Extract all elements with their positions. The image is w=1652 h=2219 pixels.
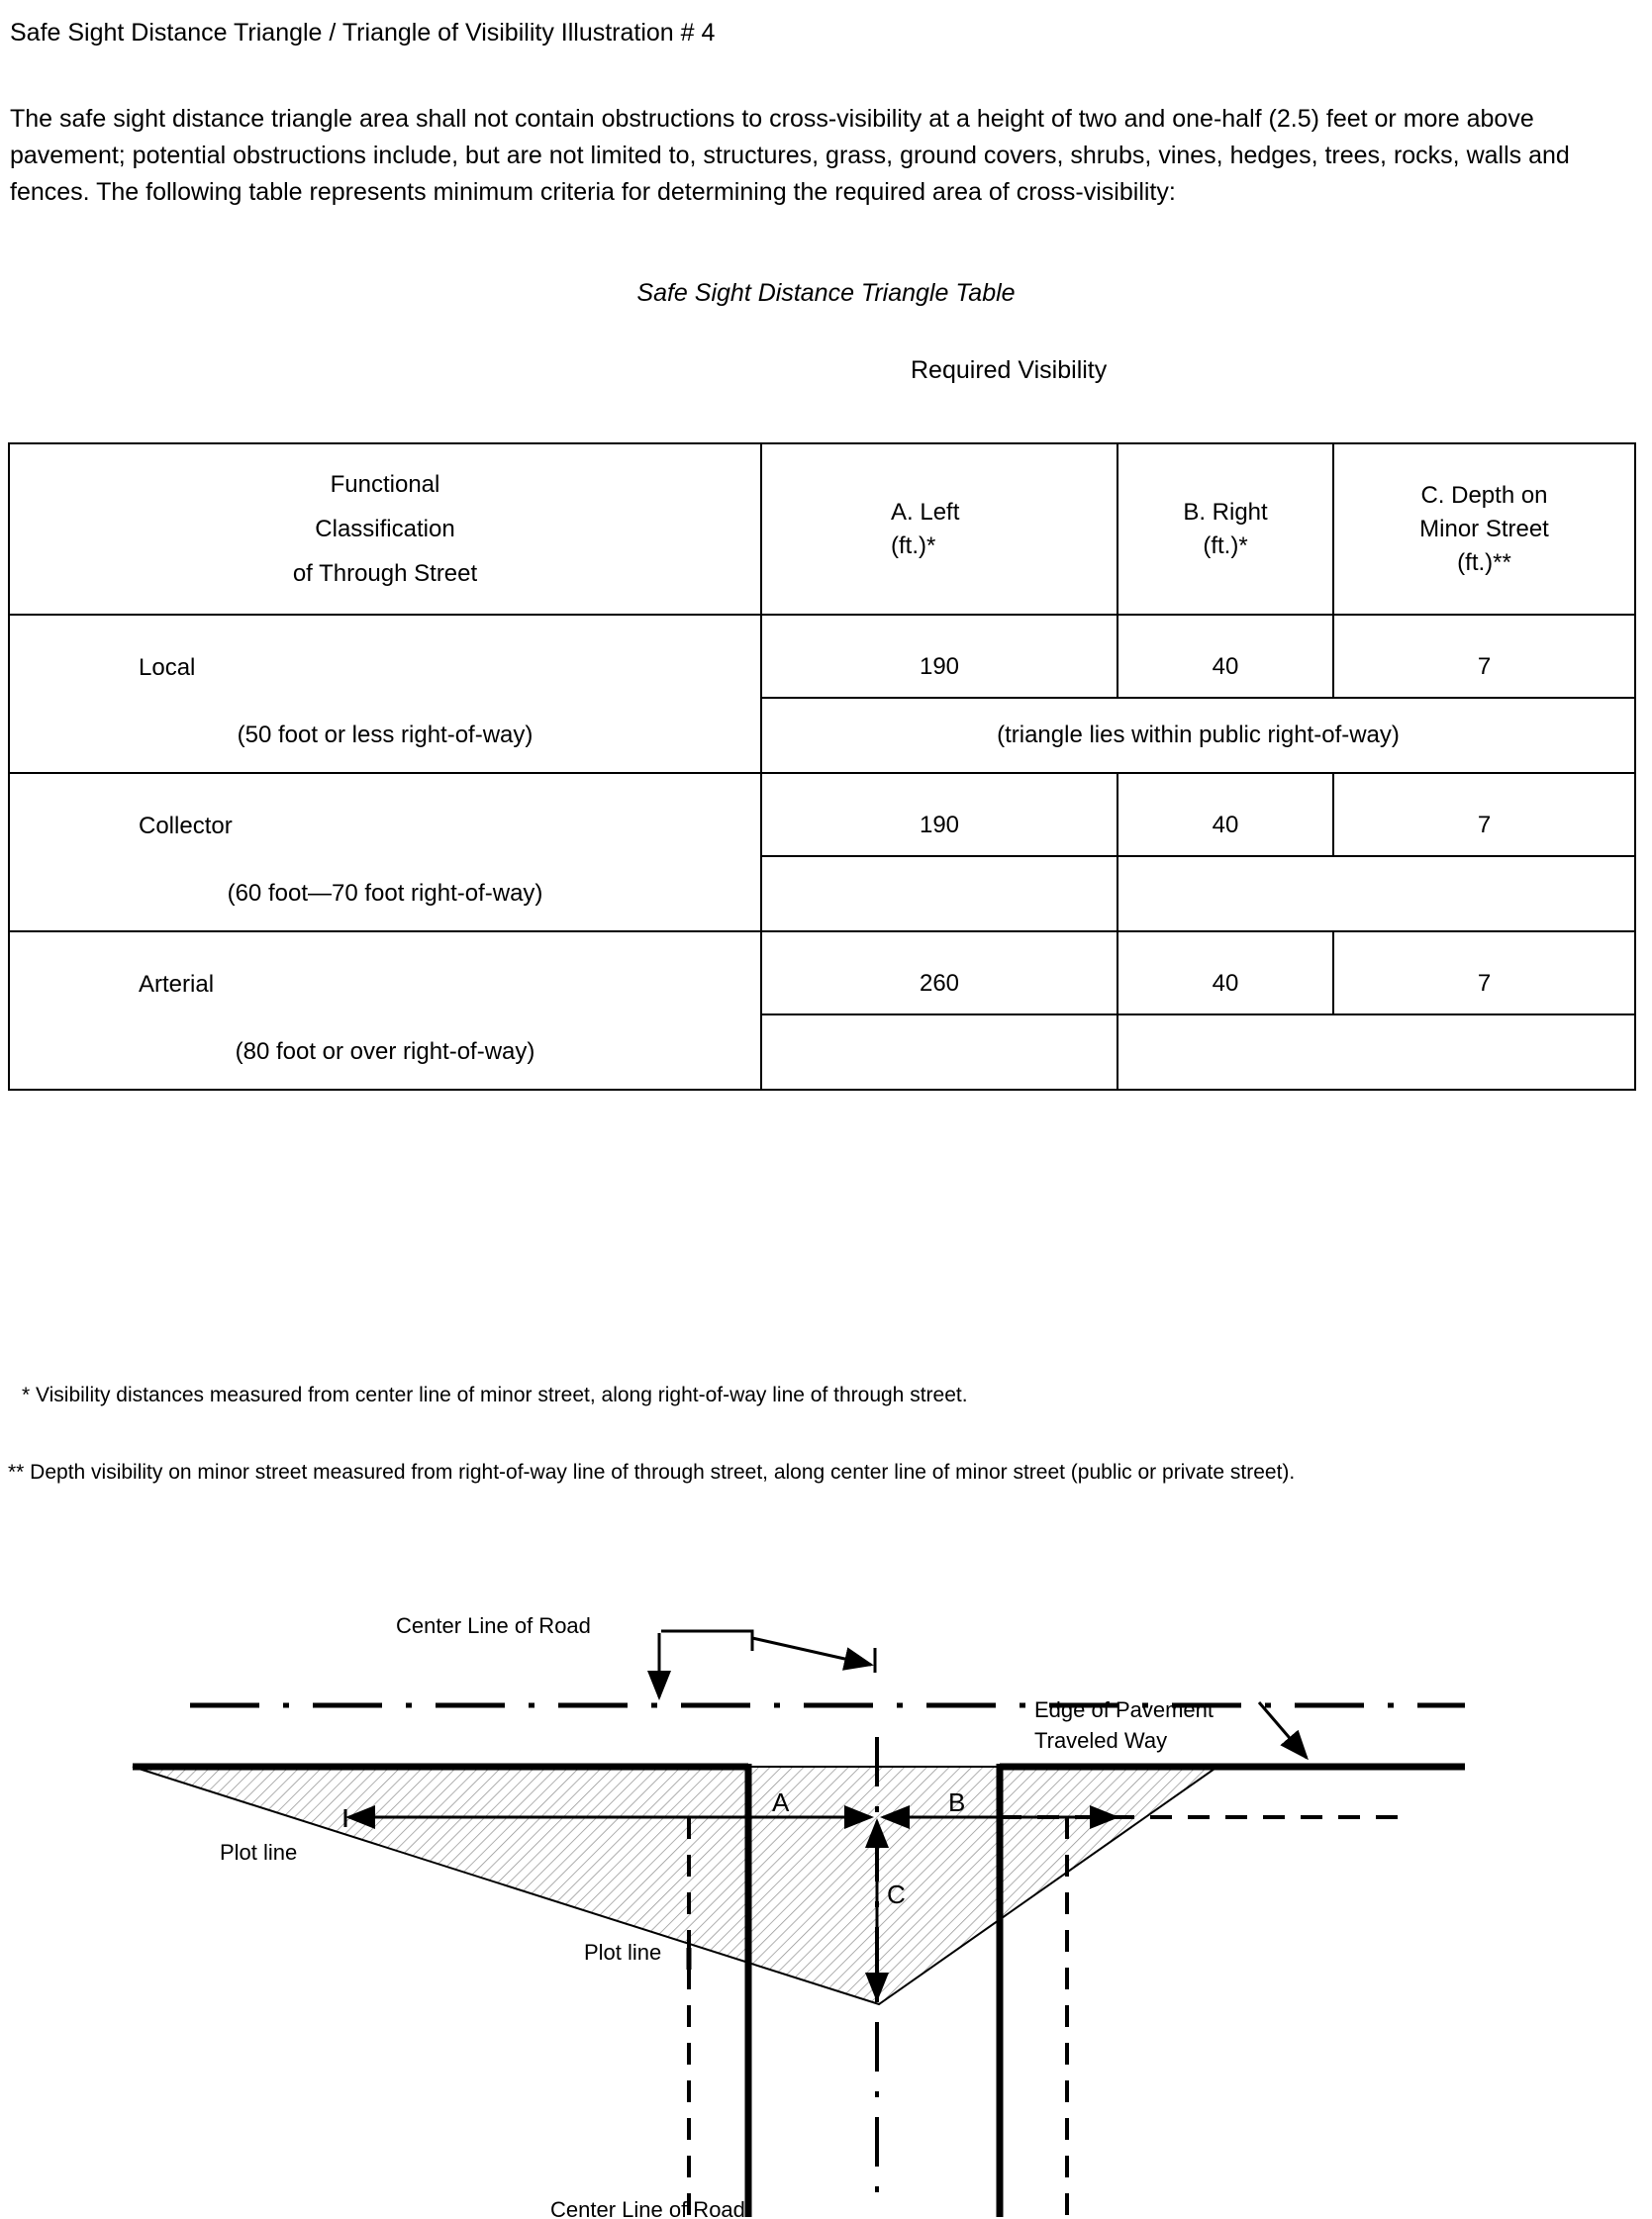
row-arterial-classification: Arterial [9,931,761,1014]
header-a-left-line2: (ft.)* [891,531,936,559]
row-arterial-right: 40 [1118,931,1333,1014]
intro-paragraph: The safe sight distance triangle area shall not contain obstructions to cross-visibility at a height of two and one-half (2.5) feet or more above pavement; potential obstructions include, but are not limited to, structures, grass, ground covers, shrubs, vines, hedges, trees, rocks, walls and fences. The following table represents minimum criteria for determining the required area of cross-visibility: [10,105,1570,206]
row-arterial-note-b [1118,1014,1333,1090]
row-local-depth: 7 [1333,615,1635,698]
row-local-classification: Local [9,615,761,698]
row-local-right-of-way: (50 foot or less right-of-way) [9,698,761,773]
header-a-left-line1: A. Left [891,498,960,526]
sight-triangle-diagram [0,1574,1652,2217]
center-line-leader-bracket [661,1631,752,1651]
edge-of-pavement-leader [1259,1702,1307,1758]
footnote-double-asterisk: ** Depth visibility on minor street measured from right-of-way line of through street, along center line of minor street (public or private street). [8,1461,1296,1484]
table-row-note [9,698,1635,773]
header-c-depth-line2: Minor Street [1419,515,1549,542]
header-b-right [1118,443,1333,615]
label-plot-line-bottom: Plot line [584,1940,662,1965]
table-row [9,931,1635,1014]
row-collector-right-of-way: (60 foot—70 foot right-of-way) [9,856,761,931]
footnote-asterisk: * Visibility distances measured from center line of minor street, along right-of-way line of through street. [22,1384,968,1406]
row-arterial-left: 260 [761,931,1118,1014]
row-collector-depth: 7 [1333,773,1635,856]
row-local-right: 40 [1118,615,1333,698]
header-b-right-line2: (ft.)* [1203,531,1248,559]
table-header-row [9,443,1635,615]
row-collector-left: 190 [761,773,1118,856]
required-visibility-label: Required Visibility [911,356,1108,384]
center-line-leader-right [752,1638,871,1665]
row-arterial-note-a [761,1014,1118,1090]
label-edge-of-pavement-line2: Traveled Way [1034,1728,1168,1753]
row-arterial-right-of-way: (80 foot or over right-of-way) [9,1014,761,1090]
row-collector-note-b [1118,856,1333,931]
row-collector-note-a [761,856,1118,931]
table-caption: Safe Sight Distance Triangle Table [636,279,1016,307]
table-row-note [9,1014,1635,1090]
sight-triangle-area [133,1767,1217,2004]
row-collector-right: 40 [1118,773,1333,856]
label-dimension-b: B [948,1787,966,1817]
header-c-depth [1333,443,1635,615]
row-arterial-depth: 7 [1333,931,1635,1014]
label-dimension-a: A [772,1787,790,1817]
label-edge-of-pavement-line1: Edge of Pavement [1034,1697,1215,1722]
row-collector-note-c [1333,856,1635,931]
label-center-line-of-road-top: Center Line of Road [396,1613,591,1638]
row-local-left: 190 [761,615,1118,698]
page-title: Safe Sight Distance Triangle / Triangle of Visibility Illustration # 4 [10,19,716,47]
header-b-right-line1: B. Right [1183,498,1268,526]
row-collector-classification: Collector [9,773,761,856]
header-functional-classification [9,443,761,615]
row-arterial-note-c [1333,1014,1635,1090]
label-dimension-c: C [887,1880,906,1909]
header-a-left [761,443,1118,615]
header-functional-line1: Functional [330,471,440,498]
table-row [9,615,1635,698]
safe-sight-distance-table [8,442,1636,1091]
label-center-line-of-road-bottom: Center Line of Road [550,2197,745,2217]
table-row [9,773,1635,856]
label-plot-line-left: Plot line [220,1840,298,1865]
header-functional-line2: Classification [315,516,455,542]
table-row-note [9,856,1635,931]
header-c-depth-line1: C. Depth on [1420,481,1548,509]
header-c-depth-line3: (ft.)** [1457,548,1511,576]
header-functional-line3: of Through Street [292,560,478,587]
row-local-note: (triangle lies within public right-of-way) [761,698,1635,773]
